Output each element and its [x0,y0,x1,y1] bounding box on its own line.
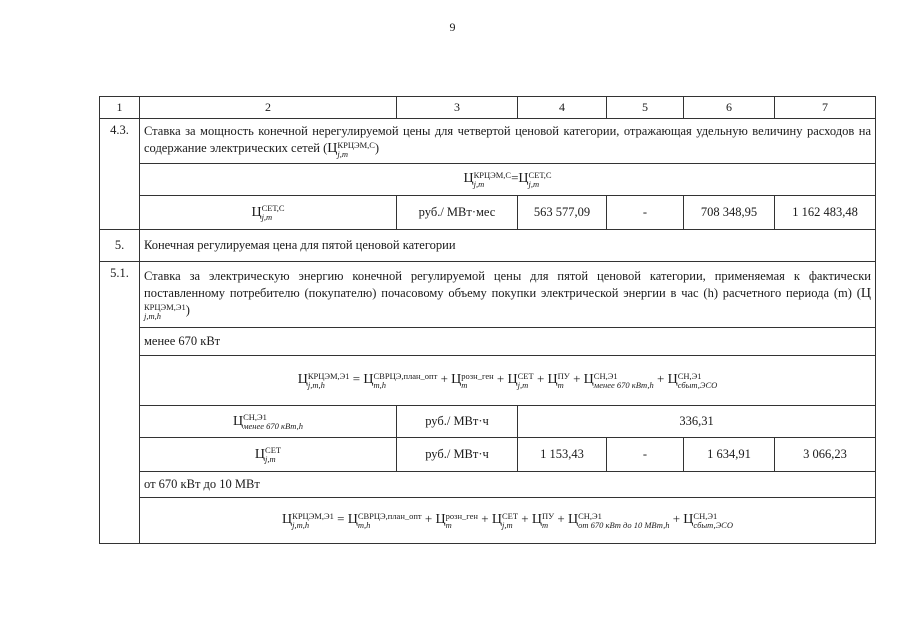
section-5-1-title-row [100,262,876,328]
unit-cell: руб./ МВт·ч [397,438,518,472]
value-cell: 708 348,95 [684,196,775,230]
section-4-3-value-row [100,196,876,230]
group-value-row [100,406,876,438]
formula: Ц КРЦЭМ,Э1 j,m,h = Ц СВРЦЭ,план_опт m,h + Ц розн_ген m + Ц СЕТ j,m + Ц ПУ m + Ц СН,Э1 менее 670 кВт,h + Ц СН,Э1 сбыт,ЭСО [140,356,876,406]
header-cell: 2 [140,97,397,119]
unit-cell: руб./ МВт·ч [397,406,518,438]
header-cell: 1 [100,97,140,119]
value-cell: 1 162 483,48 [775,196,876,230]
value-cell: - [607,196,684,230]
value-cell: 1 634,91 [684,438,775,472]
formula: Ц КРЦЭМ,Э1 j,m,h = Ц СВРЦЭ,план_опт m,h + Ц розн_ген m + Ц СЕТ j,m + Ц ПУ m + Ц СН,Э1 от 670 кВт до 10 МВт,h + Ц СН,Э1 сбыт,ЭСО [140,498,876,544]
group-label-row [100,472,876,498]
section-4-3-text: Ставка за мощность конечной нерегулируемой цены для четвертой ценовой категории, отражающая удельную величину расходов на содержание электрических сетей (Ц КРЦЭМ,С j,m ) [140,119,876,164]
section-number: 5. [100,230,140,262]
value-cell: 563 577,09 [518,196,607,230]
section-4-3-formula-row [100,164,876,196]
group-formula-row [100,356,876,406]
value-cell: 3 066,23 [775,438,876,472]
value-cell: - [607,438,684,472]
value-cell: 1 153,43 [518,438,607,472]
header-cell: 6 [684,97,775,119]
header-cell: 7 [775,97,876,119]
header-cell: 3 [397,97,518,119]
unit-cell: руб./ МВт·мес [397,196,518,230]
section-number: 5.1. [100,262,140,544]
section-5-1-text: Ставка за электрическую энергию конечной регулируемой цены для пятой ценовой категории, применяемая к фактически поставленному потребителю (покупателю) почасовому объему покупки электрической энергии в час (h) расчетного периода (m) (Ц КРЦЭМ,Э1 j,m,h ) [140,262,876,328]
tariff-table [99,96,876,544]
formula: Ц КРЦЭМ,С j,m =Ц СЕТ,С j,m [140,164,876,196]
group-label: менее 670 кВт [140,328,876,356]
parameter-symbol: Ц СЕТ,С j,m [140,196,397,230]
group-formula-row [100,498,876,544]
page-number: 9 [449,20,456,34]
section-5-text: Конечная регулируемая цена для пятой ценовой категории [140,230,876,262]
group-value-row [100,438,876,472]
section-4-3-title-row [100,119,876,164]
header-row [100,97,876,119]
header-cell: 5 [607,97,684,119]
parameter-symbol: Ц СЕТ j,m [140,438,397,472]
section-number: 4.3. [100,119,140,230]
parameter-symbol: Ц СН,Э1 менее 670 кВт,h [140,406,397,438]
section-5-row [100,230,876,262]
header-cell: 4 [518,97,607,119]
value-cell: 336,31 [518,406,876,438]
group-label-row [100,328,876,356]
group-label: от 670 кВт до 10 МВт [140,472,876,498]
